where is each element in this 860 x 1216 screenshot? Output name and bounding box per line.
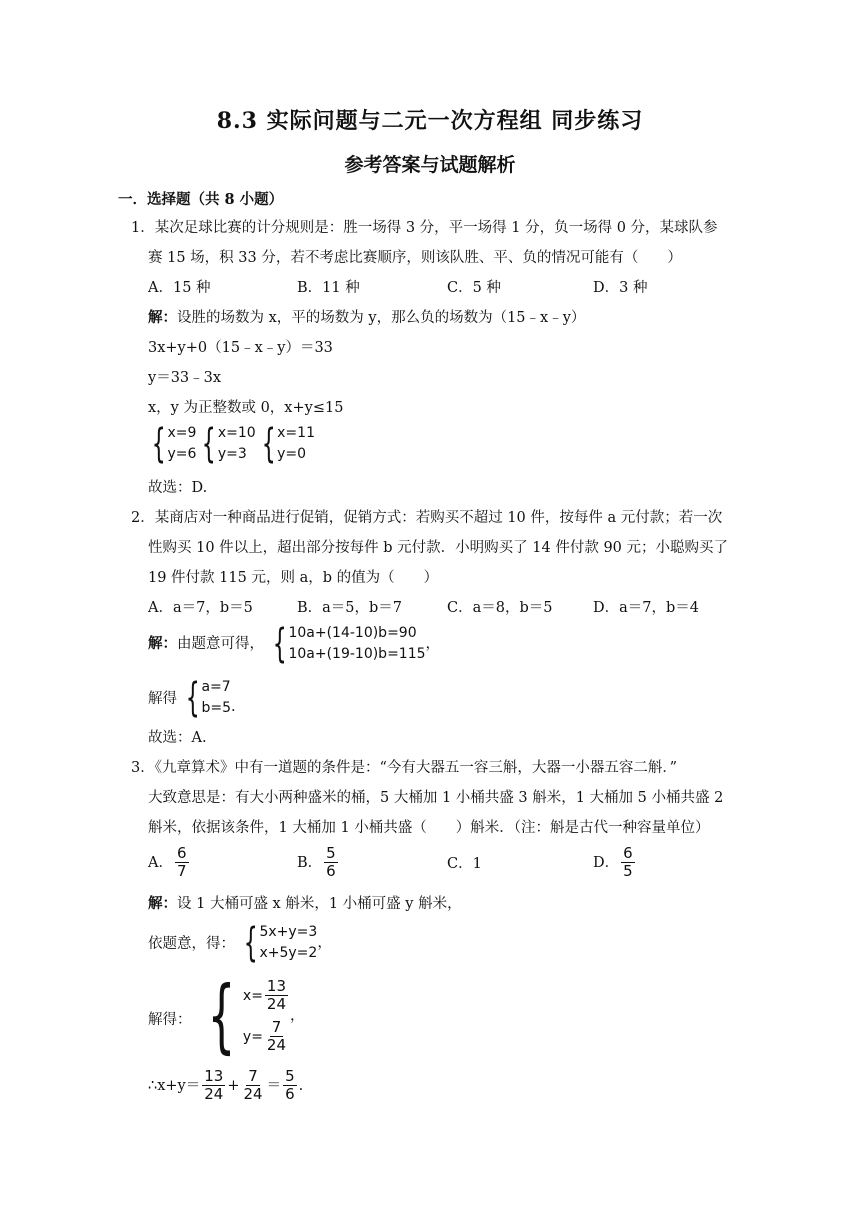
q1-answer: 故选：D.: [148, 480, 208, 496]
equation: y=0: [277, 446, 307, 462]
option-label: A．: [148, 854, 173, 871]
equation: y=3: [217, 446, 247, 462]
denominator: 6: [285, 1085, 295, 1103]
equation: x+5y=2: [259, 945, 318, 961]
q2-option-a: A．a＝7，b＝5: [148, 600, 253, 616]
q3-system-equations: [259, 922, 317, 964]
q3-stem-line3: 斛米，依据该条件，1 大桶加 1 小桶共盛（ ）斛米．（注：斛是古代一种容量单位）: [148, 820, 710, 836]
brace-icon: {: [243, 920, 258, 966]
numerator: 7: [248, 1067, 258, 1085]
q1-stem-line2: 赛 15 场，积 33 分，若不考虑比赛顺序，则该队胜、平、负的情况可能有（ ）: [148, 250, 682, 266]
q3-stem-line2: 大致意思是：有大小两种盛米的桶，5 大桶加 1 小桶共盛 3 斛米，1 大桶加 5 小桶共盛 2: [148, 790, 724, 806]
brace-icon: {: [185, 675, 200, 721]
equation: x=11: [277, 425, 315, 441]
numerator: 5: [326, 844, 336, 862]
equation: 10a+(19-10)b=115: [288, 646, 426, 662]
q1-solution-line4: x，y 为正整数或 0，x+y≤15: [148, 400, 344, 416]
q3-solution-label: 解：: [148, 895, 177, 912]
q1-option-d: D．3 种: [593, 280, 648, 296]
q1-system-3: [277, 423, 315, 465]
q1-option-b: B．11 种: [297, 280, 360, 296]
q3-result-x: [243, 978, 290, 1013]
q2-stem-line3: 19 件付款 115 元，则 a，b 的值为（ ）: [148, 570, 439, 586]
q3-option-c: [447, 854, 482, 874]
q3-solution-text: 设 1 大桶可盛 x 斛米，1 小桶可盛 y 斛米，: [177, 896, 462, 912]
equation: 5x+y=3: [259, 924, 318, 940]
equation: b=5: [201, 700, 231, 716]
q3-result-y: [243, 1019, 290, 1054]
brace-icon: {: [261, 421, 276, 467]
fraction: [283, 1068, 297, 1103]
q3-result-equations: [243, 978, 290, 1054]
denominator: 5: [623, 862, 633, 880]
brace-icon: {: [202, 421, 217, 467]
section-heading: 一．选择题（共 8 小题）: [118, 191, 284, 208]
numerator: 6: [176, 844, 187, 862]
fraction: [621, 845, 635, 880]
q1-option-c: C．5 种: [447, 280, 501, 296]
q2-solution-label: 解：: [148, 635, 177, 652]
q2-result: [180, 677, 236, 719]
equation: x=10: [217, 425, 256, 441]
equation: a=7: [201, 679, 231, 695]
denominator: 7: [176, 862, 187, 880]
q2-solution-line: [148, 634, 264, 654]
denominator: 24: [266, 995, 287, 1013]
q1-stem-line1: 1．某次足球比赛的计分规则是：胜一场得 3 分，平一场得 1 分，负一场得 0 分，某球队参: [131, 220, 718, 236]
equals-sign: ＝: [266, 1077, 282, 1094]
q2-system-tail: ，: [425, 636, 441, 652]
q3-setup-text: 依题意，得：: [148, 936, 235, 952]
q2-solution-text: 由题意可得，: [177, 636, 264, 652]
q3-system: [238, 922, 332, 964]
q3-result-tail: ，: [290, 1008, 305, 1024]
q1-systems: [146, 423, 315, 465]
equation: y=6: [167, 446, 197, 462]
denominator: 24: [243, 1085, 263, 1103]
q3-solve-text: 解得：: [148, 1012, 192, 1028]
q3-result: [196, 969, 305, 1062]
q2-stem-line2: 性购买 10 件以上，超出部分按每件 b 元付款．小明购买了 14 件付款 90 元；小聪购买了: [148, 540, 729, 556]
q3-option-d: [593, 845, 637, 880]
q2-result-tail: .: [230, 699, 236, 715]
option-label: D．: [593, 854, 620, 871]
fraction: [265, 1019, 288, 1054]
q1-solution-line1: [148, 308, 585, 328]
q2-stem-line1: 2．某商店对一种商品进行促销，促销方式：若购买不超过 10 件，按每件 a 元付款；若一次: [131, 510, 723, 526]
fraction: [324, 845, 338, 880]
fraction: [202, 1068, 225, 1103]
option-value: 1: [472, 856, 482, 872]
q1-solution-line2: 3x+y+0（15﹣x﹣y）＝33: [148, 340, 333, 356]
brace-icon: {: [207, 969, 236, 1062]
final-prefix: ∴x+y＝: [148, 1077, 201, 1094]
q2-answer: 故选：A.: [148, 730, 207, 746]
numerator: 13: [204, 1067, 224, 1085]
variable: x=: [242, 987, 263, 1004]
equation: x=9: [167, 425, 197, 441]
q3-option-b: [297, 845, 340, 880]
option-label: B．: [297, 854, 323, 871]
q1-system-2: [218, 423, 256, 465]
denominator: 24: [266, 1036, 287, 1054]
q2-system: [267, 623, 440, 665]
numerator: 7: [271, 1018, 282, 1036]
q3-solution-line1: [148, 894, 462, 914]
q2-system-equations: [288, 623, 425, 665]
plus-sign: +: [227, 1077, 240, 1094]
final-tail: .: [298, 1077, 304, 1094]
page-subtitle: 参考答案与试题解析: [344, 154, 516, 176]
q1-solution-text: 设胜的场数为 x，平的场数为 y，那么负的场数为（15﹣x﹣y）: [177, 310, 586, 326]
q1-system-1: [167, 423, 196, 465]
denominator: 24: [204, 1085, 224, 1103]
numerator: 6: [623, 844, 633, 862]
q2-solve-text: 解得: [148, 691, 177, 707]
q2-option-d: D．a＝7，b＝4: [593, 600, 700, 616]
denominator: 6: [326, 862, 336, 880]
brace-icon: {: [151, 421, 166, 467]
fraction: [242, 1068, 265, 1103]
page-title: 8.3 实际问题与二元一次方程组 同步练习: [216, 108, 644, 134]
q2-result-equations: [201, 677, 231, 719]
numerator: 5: [285, 1067, 295, 1085]
q3-option-a: [148, 845, 191, 880]
variable: y=: [242, 1028, 263, 1045]
numerator: 13: [266, 977, 287, 995]
brace-icon: {: [272, 621, 287, 667]
q1-solution-label: 解：: [148, 309, 177, 326]
option-label: C．: [447, 856, 473, 872]
fraction: [265, 978, 288, 1013]
q2-option-c: C．a＝8，b＝5: [447, 600, 553, 616]
q1-option-a: A．15 种: [148, 280, 211, 296]
q3-system-tail: ，: [317, 935, 332, 951]
q2-option-b: B．a＝5，b＝7: [297, 600, 403, 616]
q1-solution-line3: y＝33﹣3x: [148, 370, 222, 386]
q3-stem-line1: 3．《九章算术》中有一道题的条件是：“今有大器五一容三斛，大器一小器五容二斛．”: [131, 760, 678, 776]
q3-final: [148, 1068, 303, 1103]
fraction: [175, 845, 189, 880]
equation: 10a+(14-10)b=90: [288, 625, 417, 641]
